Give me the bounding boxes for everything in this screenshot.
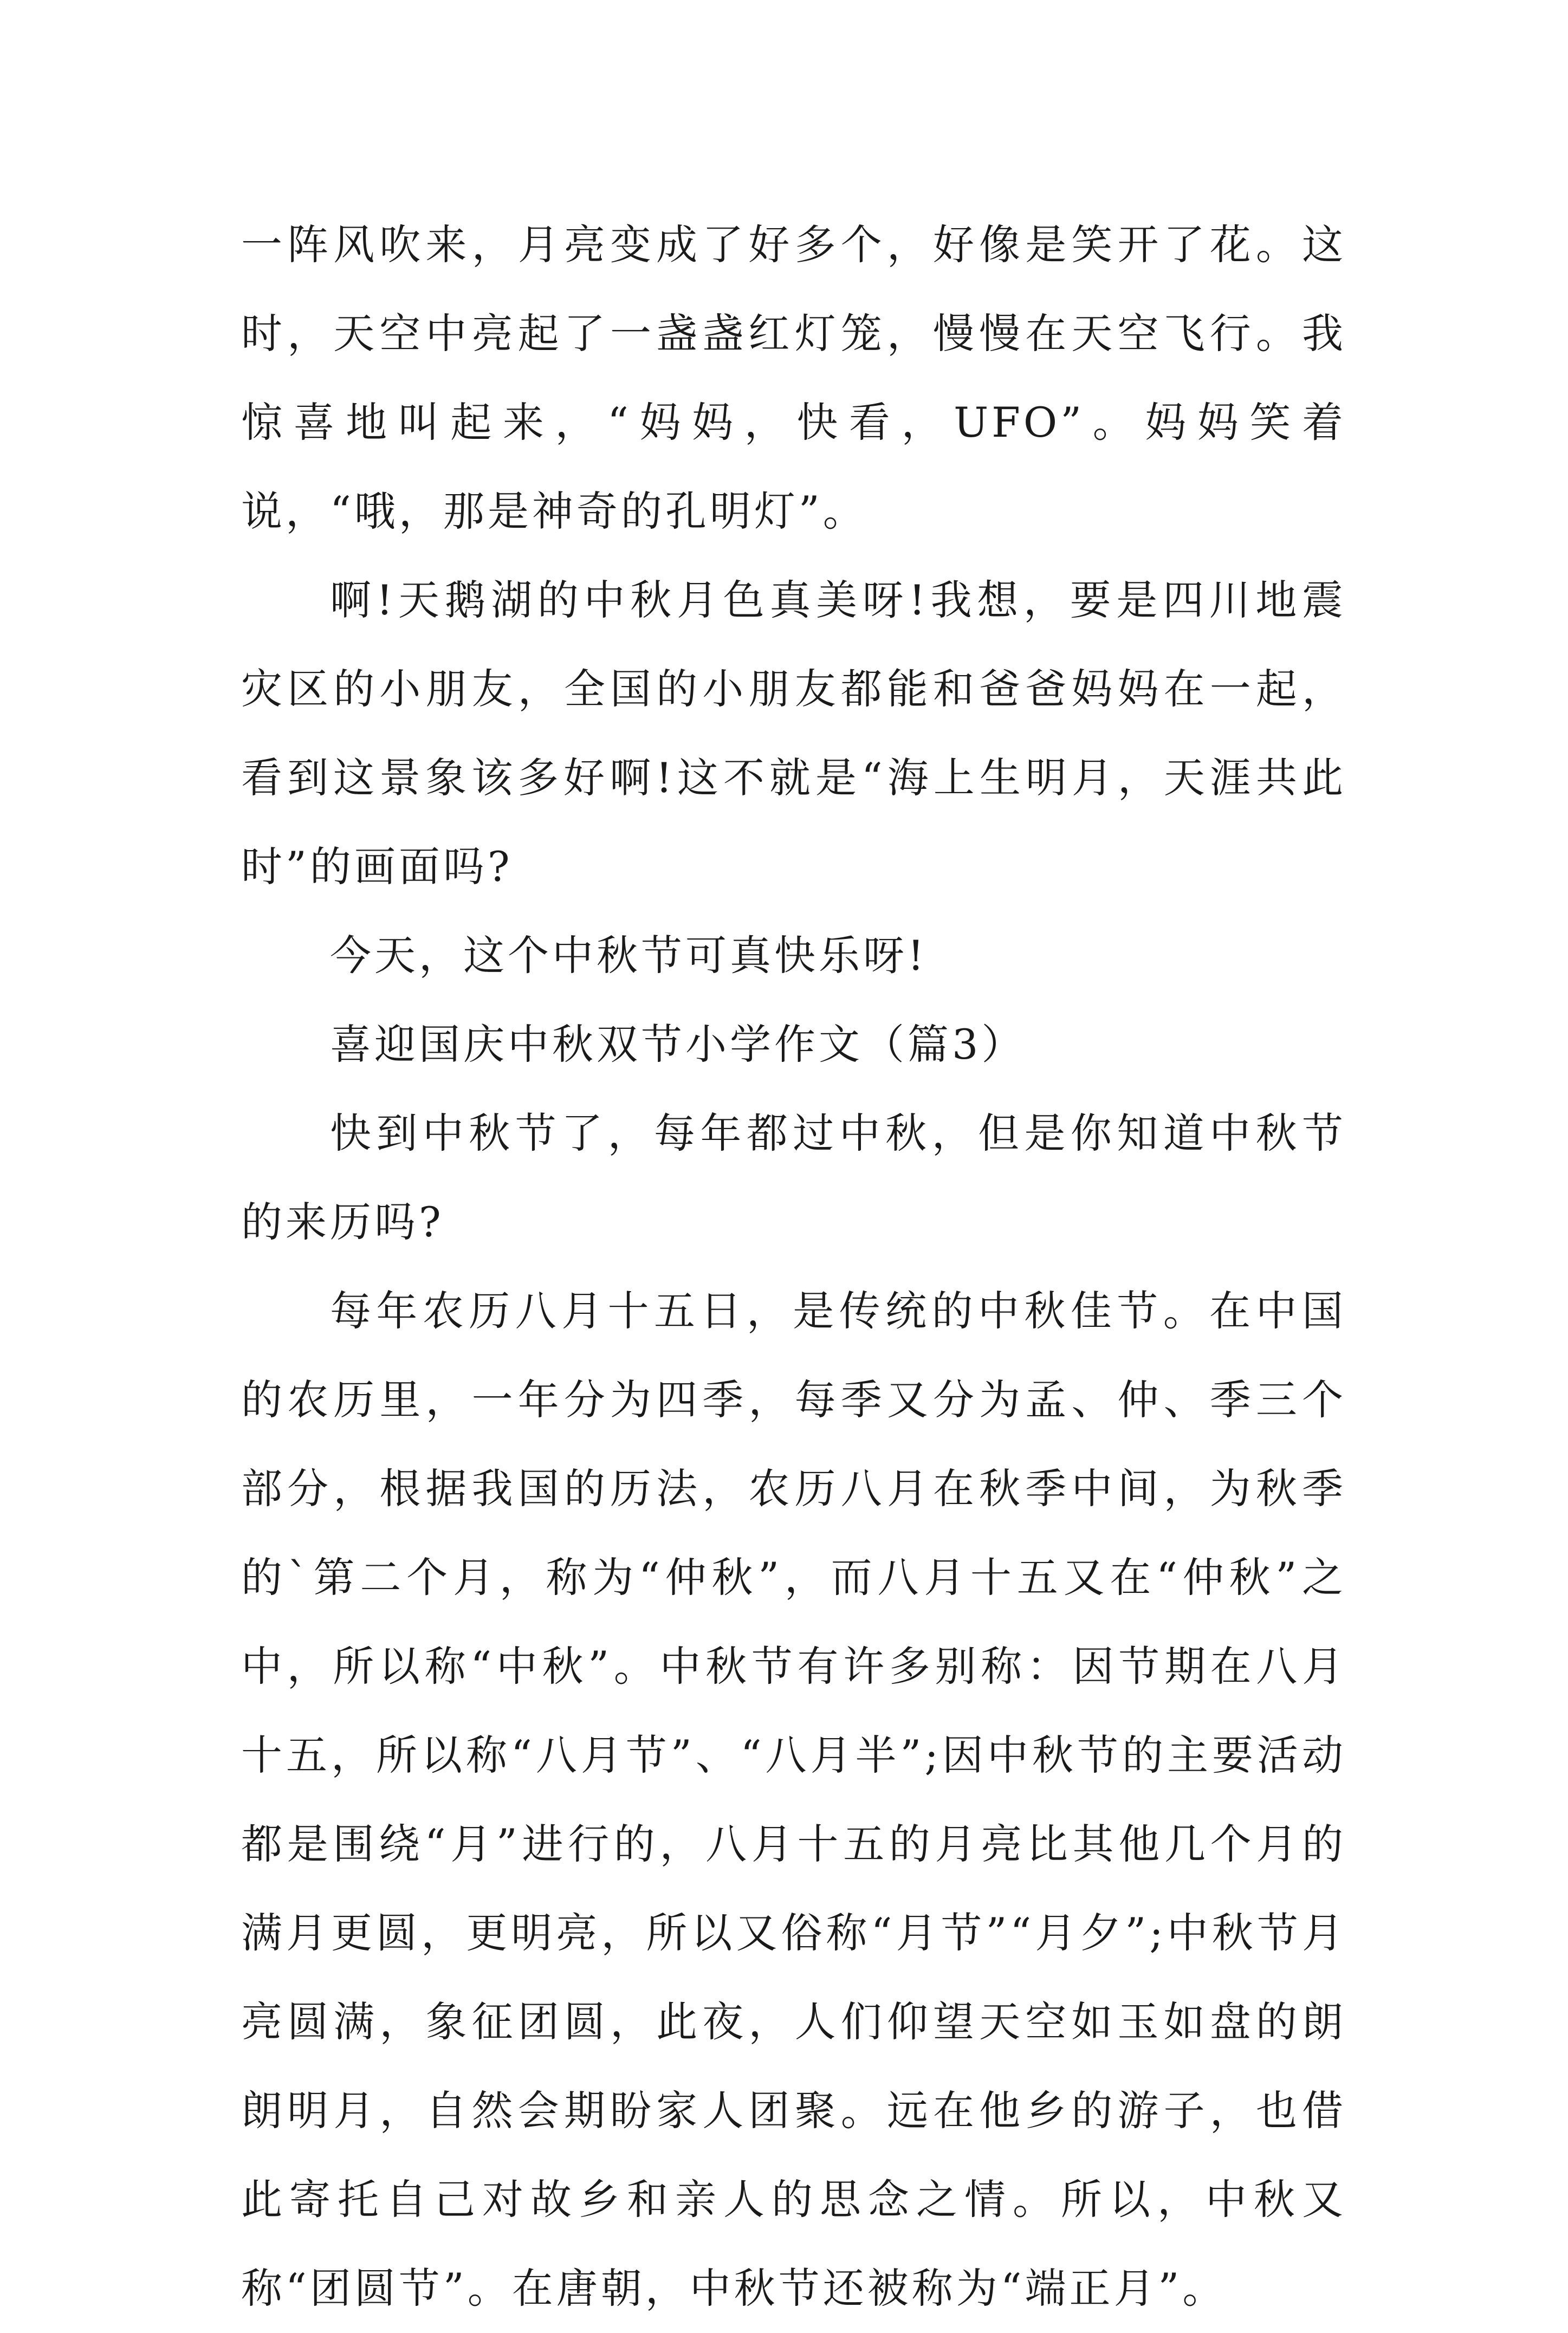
body-text [241, 200, 1346, 2333]
section-heading: 喜迎国庆中秋双节小学作文（篇3） [330, 1020, 1026, 1068]
paragraph-4: 快到中秋节了，每年都过中秋，但是你知道中秋节的来历吗? [241, 1109, 1346, 1246]
paragraph-3: 今天，这个中秋节可真快乐呀! [330, 931, 928, 980]
paragraph-2: 啊!天鹅湖的中秋月色真美呀!我想，要是四川地震灾区的小朋友，全国的小朋友都能和爸爸妈妈在一起，看到这景象该多好啊!这不就是“海上生明月，天涯共此时”的画面吗? [241, 576, 1346, 891]
paragraph-5: 每年农历八月十五日，是传统的中秋佳节。在中国的农历里，一年分为四季，每季又分为孟、仲、季三个部分，根据我国的历法，农历八月在秋季中间，为秋季的`第二个月，称为“仲秋”，而八月十五又在“仲秋”之中，所以称“中秋”。中秋节有许多别称：因节期在八月十五，所以称“八月节”、“八月半”;因中秋节的主要活动都是围绕“月”进行的，八月十五的月亮比其他几个月的满月更圆，更明亮，所以又俗称“月节”“月夕”;中秋节月亮圆满，象征团圆，此夜，人们仰望天空如玉如盘的朗朗明月，自然会期盼家人团聚。远在他乡的游子，也借此寄托自己对故乡和亲人的思念之情。所以，中秋又称“团圆节”。在唐朝，中秋节还被称为“端正月”。 [241, 1287, 1346, 2312]
paragraph-1: 一阵风吹来，月亮变成了好多个，好像是笑开了花。这时，天空中亮起了一盏盏红灯笼，慢慢在天空飞行。我惊喜地叫起来，“妈妈，快看，UFO”。妈妈笑着说，“哦，那是神奇的孔明灯”。 [241, 221, 1346, 535]
